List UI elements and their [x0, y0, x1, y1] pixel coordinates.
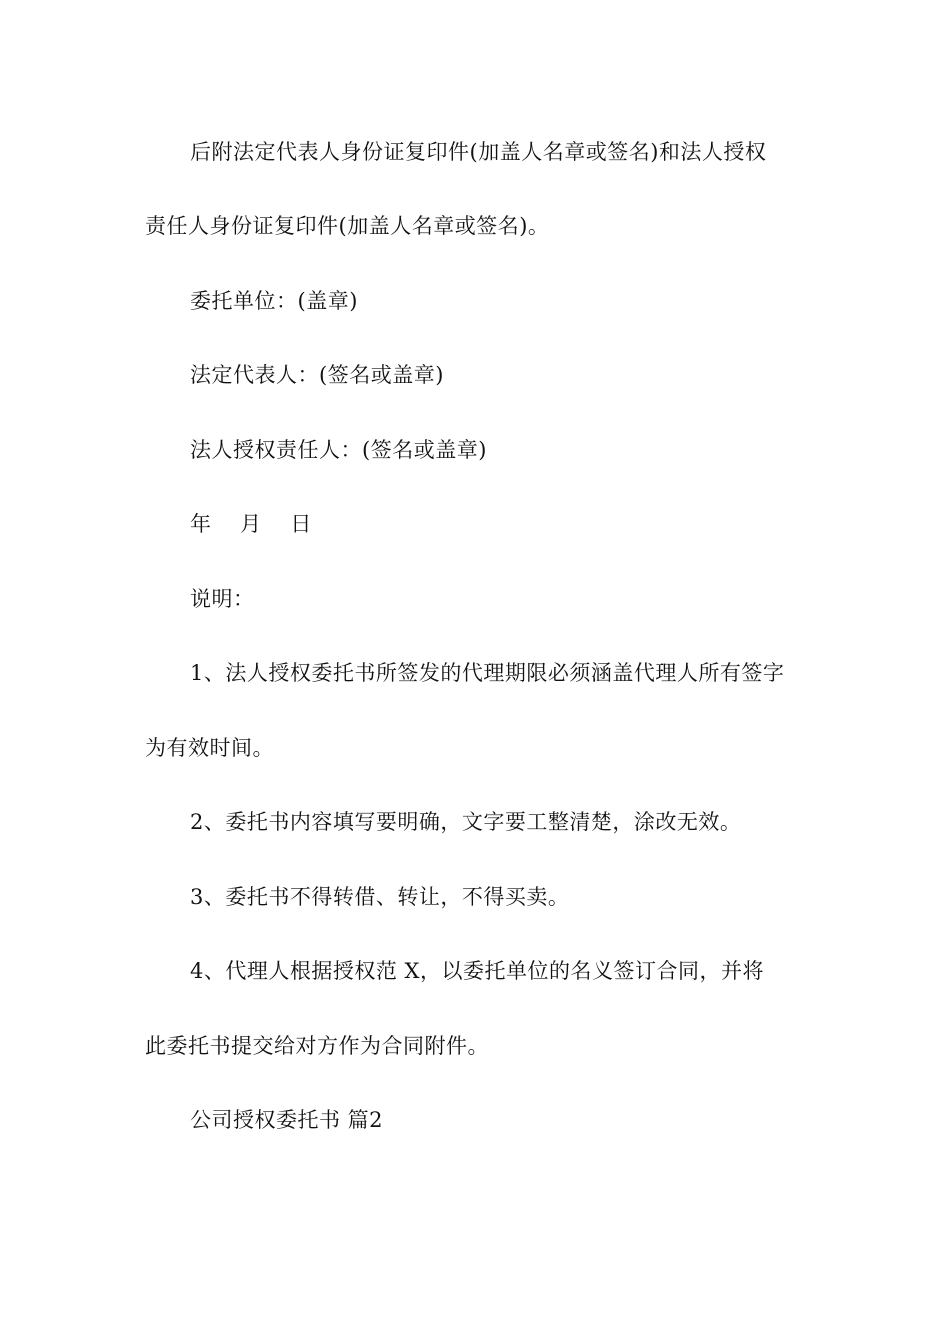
- note-1-line-1: 1、法人授权委托书所签发的代理期限必须涵盖代理人所有签字: [190, 661, 785, 685]
- section-heading-part-2: 公司授权委托书 篇2: [190, 1108, 384, 1132]
- note-1-line-2: 为有效时间。: [145, 736, 274, 760]
- notes-heading: 说明：: [190, 587, 255, 611]
- date-field: 年 月 日: [190, 512, 312, 536]
- paragraph-attachment-line-1: 后附法定代表人身份证复印件(加盖人名章或签名)和法人授权: [190, 140, 767, 164]
- authorized-person-field: 法人授权责任人：(签名或盖章): [190, 438, 487, 462]
- note-4-line-2: 此委托书提交给对方作为合同附件。: [145, 1034, 489, 1058]
- paragraph-attachment-line-2: 责任人身份证复印件(加盖人名章或签名)。: [145, 214, 550, 238]
- note-4-line-1: 4、代理人根据授权范 X，以委托单位的名义签订合同，并将: [190, 959, 764, 983]
- entrusting-unit-field: 委托单位：(盖章): [190, 289, 358, 313]
- note-2: 2、委托书内容填写要明确，文字要工整清楚，涂改无效。: [190, 810, 742, 834]
- legal-representative-field: 法定代表人：(签名或盖章): [190, 363, 444, 387]
- note-3: 3、委托书不得转借、转让，不得买卖。: [190, 885, 570, 909]
